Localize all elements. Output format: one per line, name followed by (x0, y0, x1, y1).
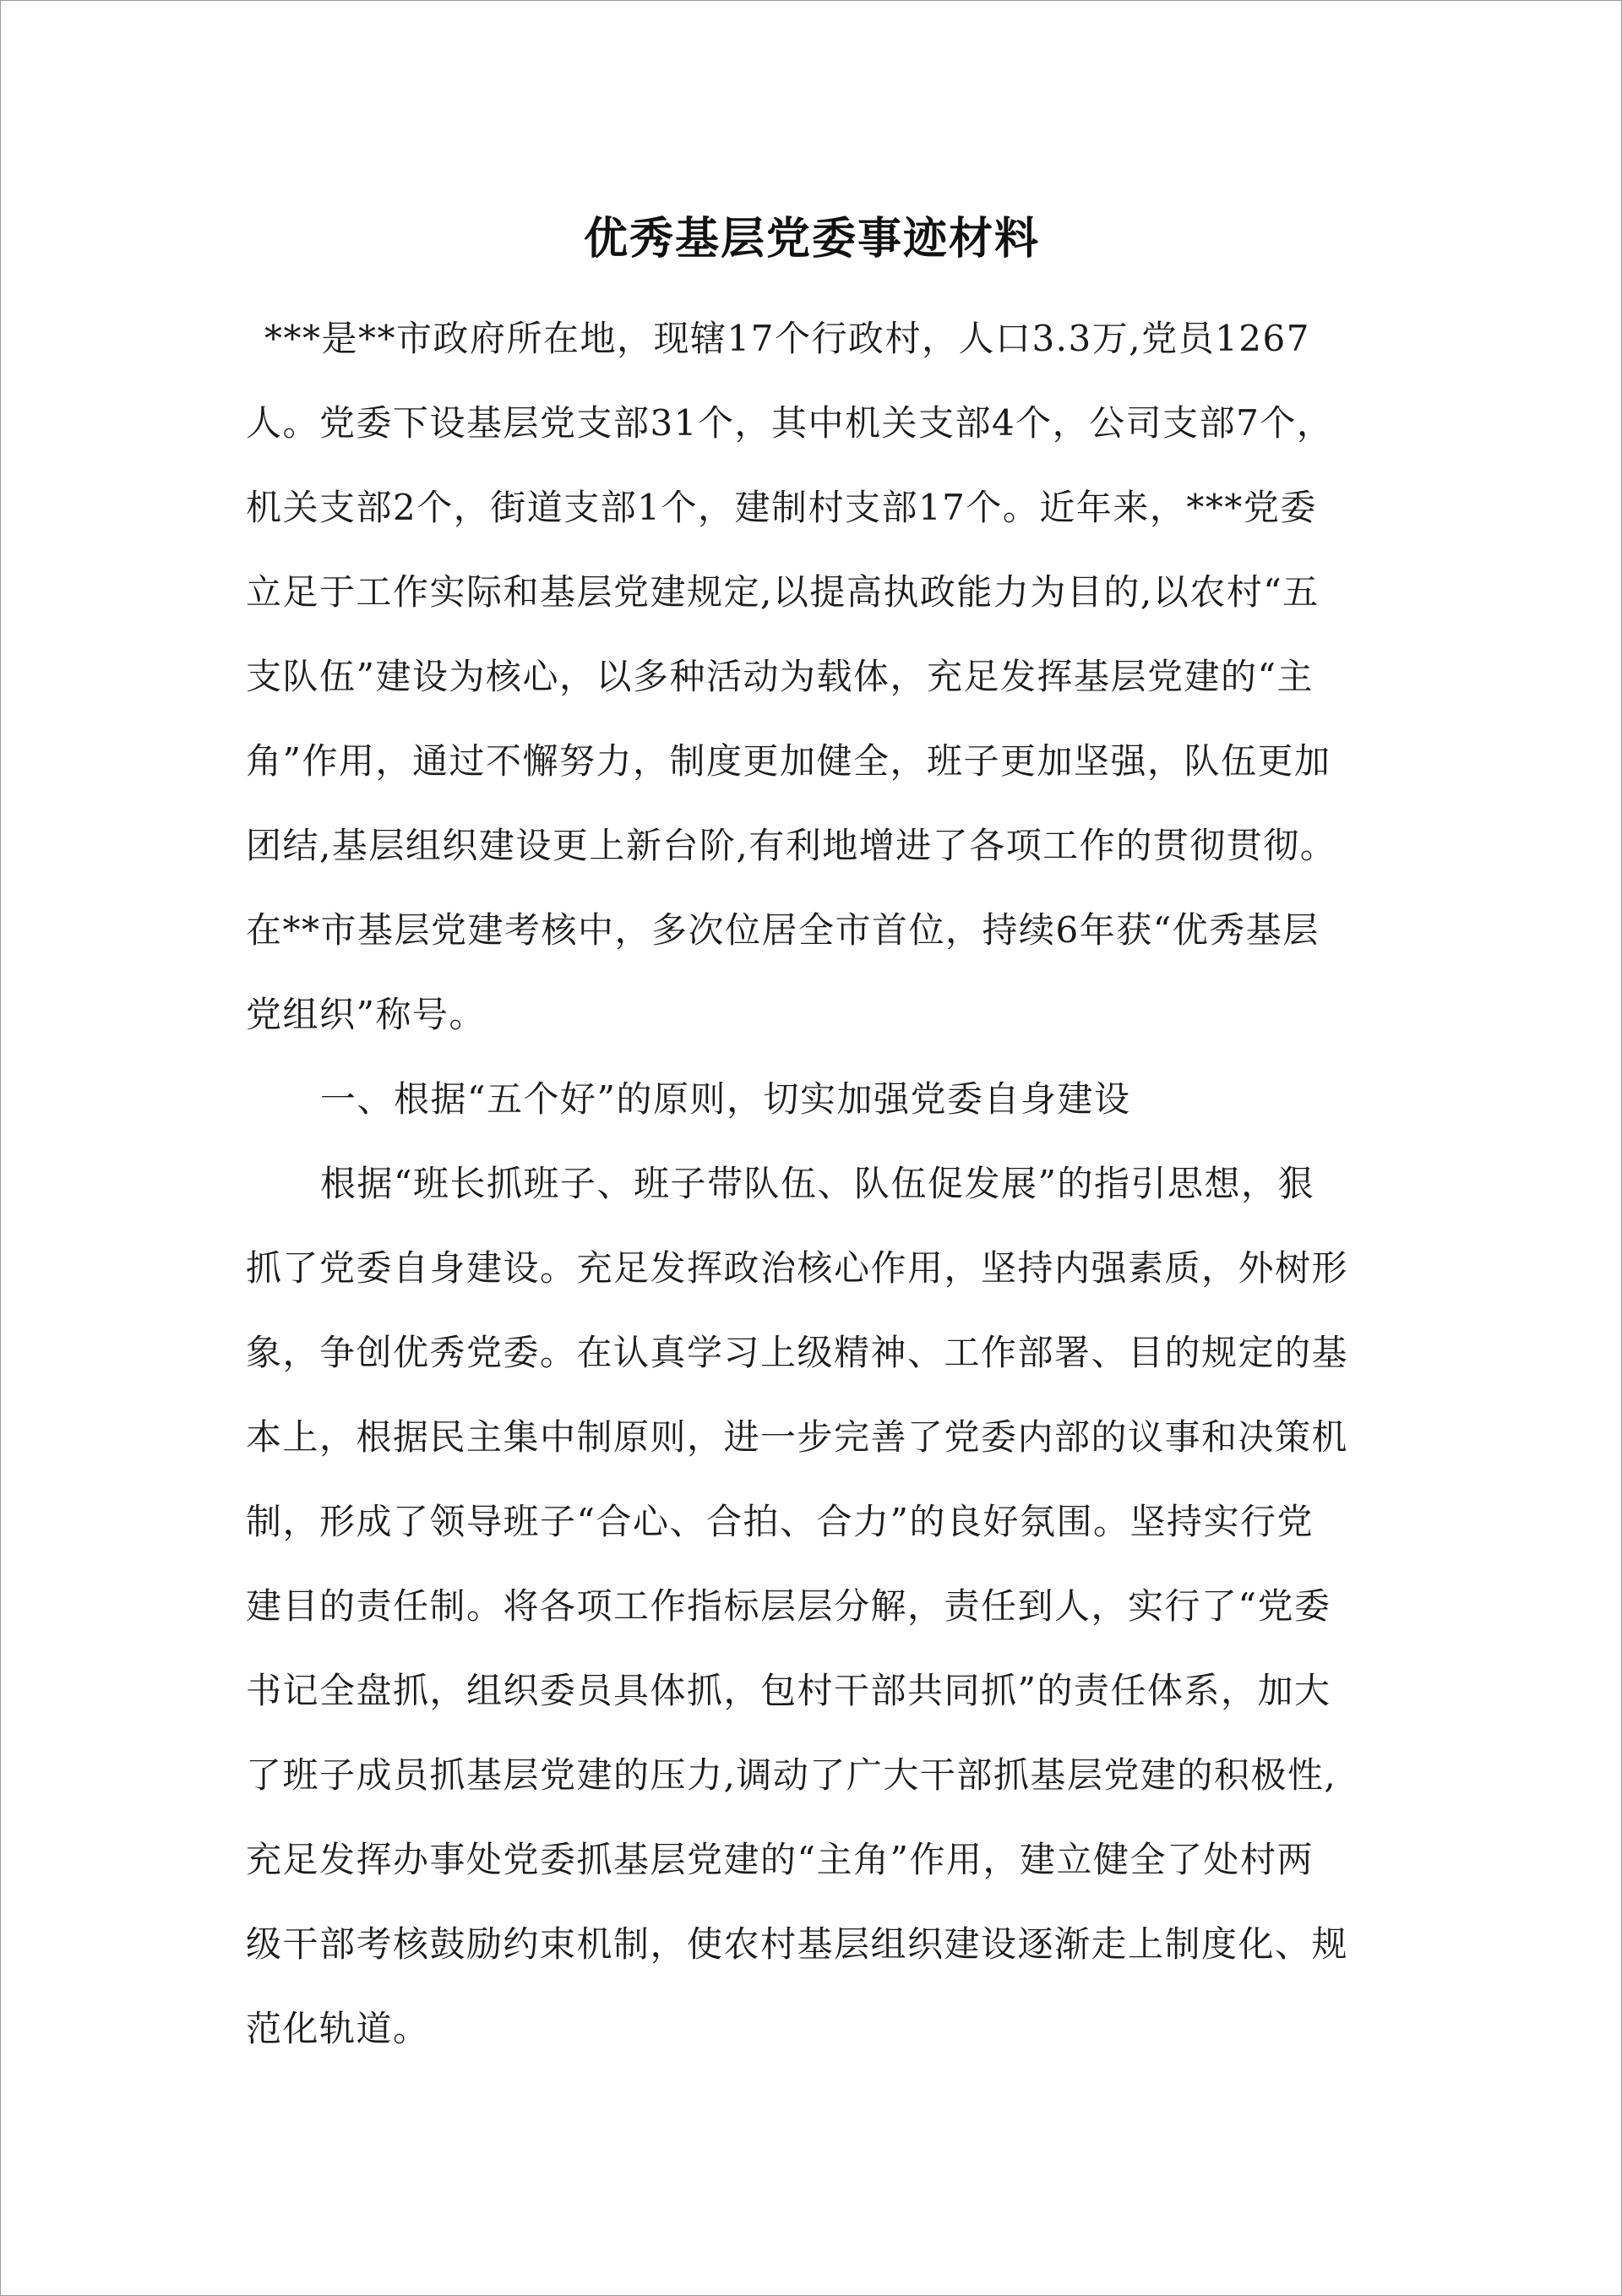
paragraph-line: 本上，根据民主集中制原则，进一步完善了党委内部的议事和决策机 (246, 1416, 1349, 1458)
paragraph-line: 级干部考核鼓励约束机制，使农村基层组织建设逐渐走上制度化、规 (246, 1923, 1349, 1965)
document-body (246, 297, 1378, 2071)
paragraph-line: 象，争创优秀党委。在认真学习上级精神、工作部署、目的规定的基 (246, 1332, 1349, 1373)
paragraph-line: 制，形成了领导班子“合心、合拍、合力”的良好氛围。坚持实行党 (246, 1501, 1314, 1542)
document-title: 优秀基层党委事迹材料 (583, 213, 1040, 265)
paragraph-line: 机关支部2个，街道支部1个，建制村支部17个。近年来，***党委 (246, 487, 1317, 528)
section-paragraph (246, 1142, 1378, 2071)
paragraph-line: 角”作用，通过不懈努力，制度更加健全，班子更加坚强，队伍更加 (246, 740, 1331, 782)
paragraph-line: 抓了党委自身建设。充足发挥政治核心作用，坚持内强素质，外树形 (246, 1247, 1349, 1289)
paragraph-line: 党组织”称号。 (246, 994, 486, 1035)
paragraph-line: 充足发挥办事处党委抓基层党建的“主角”作用，建立健全了处村两 (246, 1839, 1314, 1880)
intro-paragraph (246, 297, 1378, 1057)
paragraph-line: 团结,基层组织建设更上新台阶,有利地增进了各项工作的贯彻贯彻。 (246, 825, 1337, 866)
paragraph-line: 建目的责任制。将各项工作指标层层分解，责任到人，实行了“党委 (246, 1585, 1331, 1627)
paragraph-line: ***是**市政府所在地，现辖17个行政村，人口3.3万,党员1267 (264, 318, 1310, 359)
paragraph-line: 范化轨道。 (246, 2008, 430, 2049)
paragraph-line: 在**市基层党建考核中，多次位居全市首位，持续6年获“优秀基层 (246, 909, 1320, 951)
paragraph-line: 根据“班长抓班子、班子带队伍、队伍促发展”的指引思想，狠 (320, 1163, 1314, 1204)
paragraph-line: 人。党委下设基层党支部31个，其中机关支部4个，公司支部7个， (246, 402, 1334, 444)
paragraph-line: 立足于工作实际和基层党建规定,以提高执政能力为目的,以农村“五 (246, 571, 1320, 613)
paragraph-line: 支队伍”建设为核心，以多种活动为载体，充足发挥基层党建的“主 (246, 656, 1314, 697)
paragraph-line: 了班子成员抓基层党建的压力,调动了广大干部抓基层党建的积极性, (246, 1754, 1337, 1796)
section-heading-text: 一、根据“五个好”的原则，切实加强党委自身建设 (320, 1078, 1131, 1120)
paragraph-line: 书记全盘抓，组织委员具体抓，包村干部共同抓”的责任体系，加大 (246, 1670, 1331, 1711)
section-heading (246, 1057, 1378, 1142)
